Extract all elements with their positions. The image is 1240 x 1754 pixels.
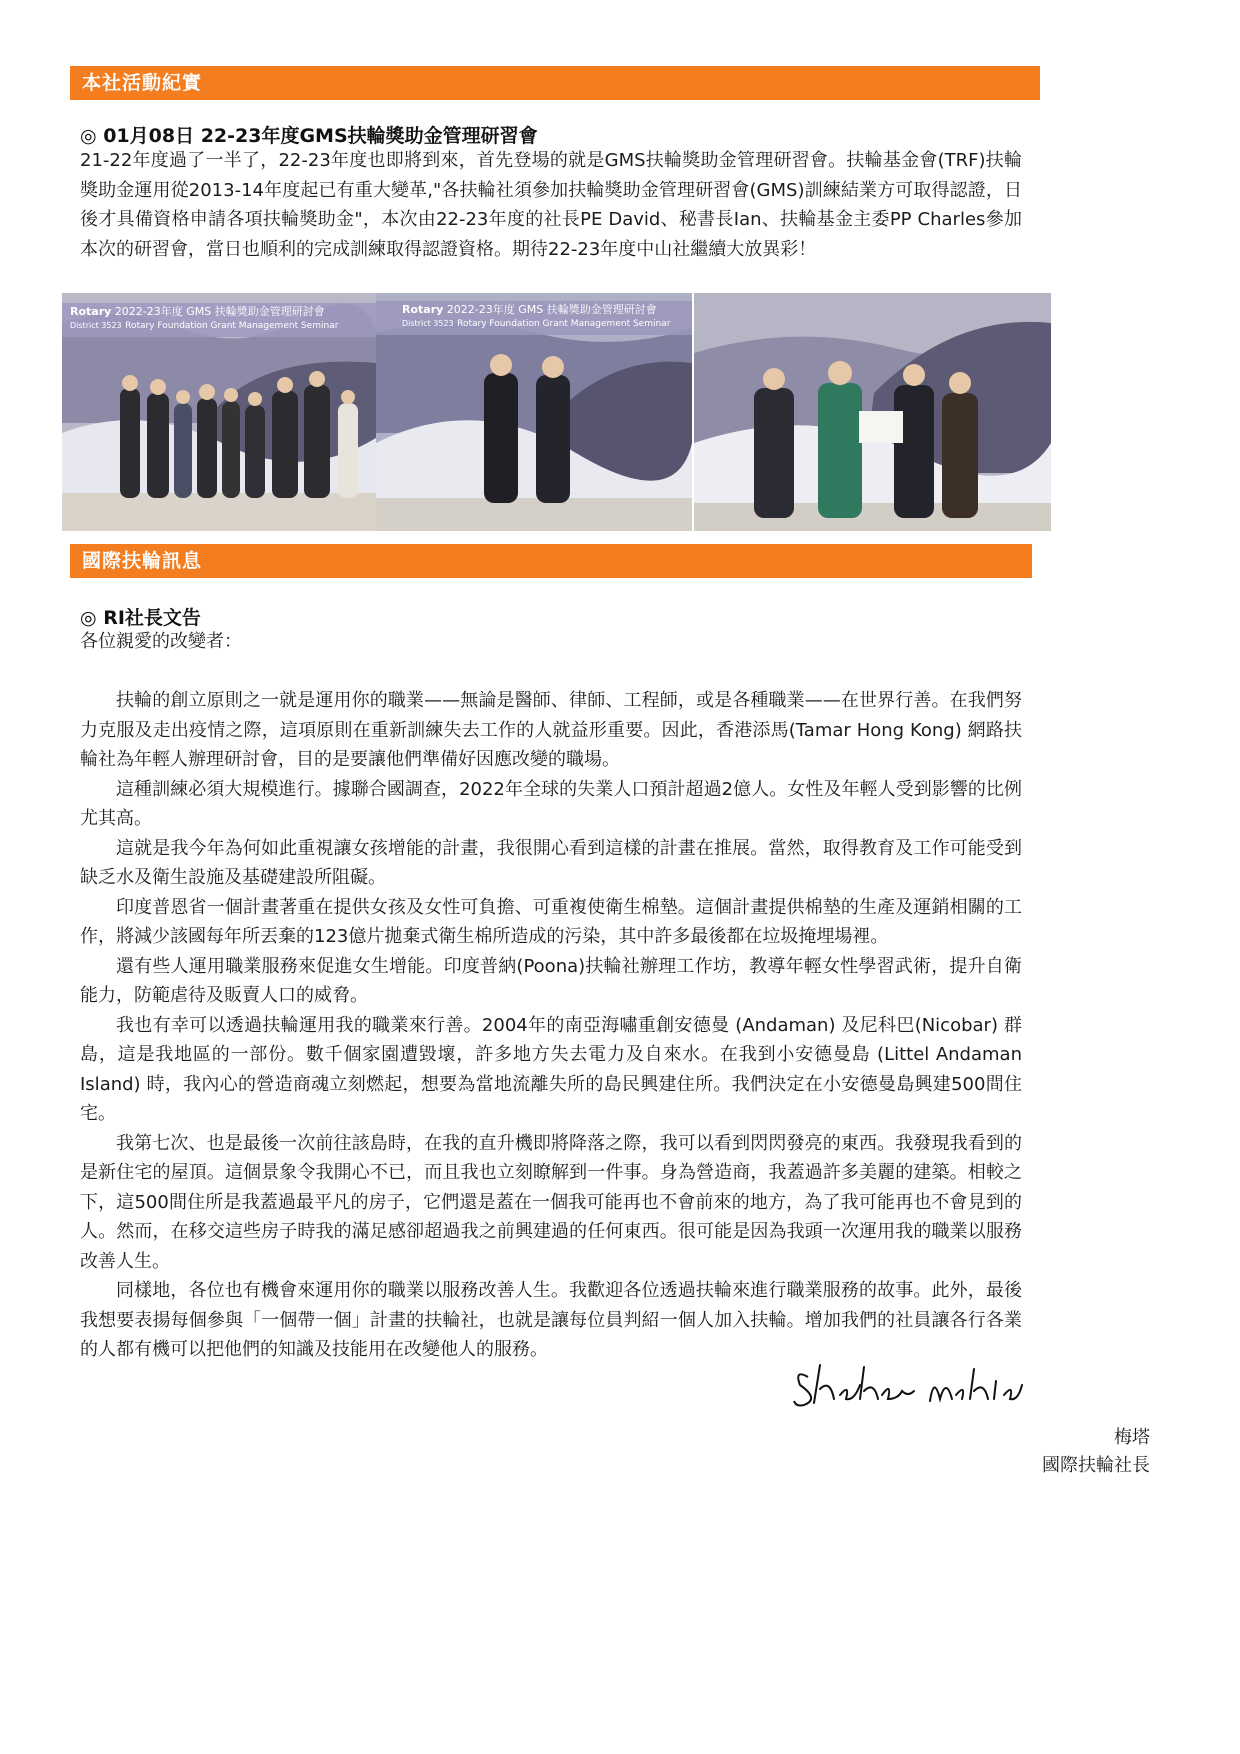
handwritten-signature bbox=[790, 1355, 1030, 1415]
message-paragraph: 印度普恩省一個計畫著重在提供女孩及女性可負擔、可重複使衛生棉墊。這個計畫提供棉墊的生產及運銷相關的工作，將減少該國每年所丟棄的123億片拋棄式衛生棉所造成的污染，其中許多最後都在垃圾掩埋場裡。 bbox=[80, 896, 1022, 947]
ri-message-body bbox=[80, 627, 1022, 1365]
district-text: District 3523 bbox=[402, 319, 454, 328]
spacer bbox=[80, 657, 1022, 687]
section-band-club-activities: 本社活動紀實 bbox=[70, 66, 1040, 100]
rotary-logo-text: Rotary bbox=[70, 305, 112, 318]
photo-certificate bbox=[694, 293, 1051, 531]
signature-image bbox=[790, 1355, 1030, 1415]
message-paragraph: 我第七次、也是最後一次前往該島時，在我的直升機即將降落之際，我可以看到閃閃發亮的東西。我發現我看到的是新住宅的屋頂。這個景象令我開心不已，而且我也立刻瞭解到一件事。身為營造商，我蓋過許多美麗的建築。相較之下，這500間住所是我蓋過最平凡的房子，它們還是蓋在一個我可能再也不會前來的地方，為了我可能再也不會見到的人。然而，在移交這些房子時我的滿足感卻超過我之前興建過的任何東西。很可能是因為我頭一次運用我的職業以服務改善人生。 bbox=[80, 1132, 1022, 1272]
message-paragraph: 這種訓練必須大規模進行。據聯合國調查，2022年全球的失業人口預計超過2億人。女性及年輕人受到影響的比例尤其高。 bbox=[80, 778, 1022, 829]
signer-name: 梅塔 bbox=[1114, 1427, 1150, 1448]
message-paragraph: 扶輪的創立原則之一就是運用你的職業——無論是醫師、律師、工程師，或是各種職業——在世界行善。在我們努力克服及走出疫情之際，這項原則在重新訓練失去工作的人就益形重要。因此，香港添馬(Tamar Hong Kong) 網路扶輪社為年輕人辦理研討會，目的是要讓他們準備好因應改變的職場。 bbox=[80, 690, 1022, 770]
banner-subtitle-text: Rotary Foundation Grant Management Seminar bbox=[125, 321, 339, 331]
message-paragraph: 這就是我今年為何如此重視讓女孩增能的計畫，我很開心看到這樣的計畫在推展。當然，取得教育及工作可能受到缺乏水及衛生設施及基礎建設所阻礙。 bbox=[80, 837, 1022, 888]
message-paragraph: 還有些人運用職業服務來促進女生增能。印度普納(Poona)扶輪社辦理工作坊，教導年輕女性學習武術，提升自衛能力，防範虐待及販賣人口的威脅。 bbox=[80, 955, 1022, 1006]
signer-title: 國際扶輪社長 bbox=[1042, 1455, 1150, 1476]
rotary-logo-text: Rotary bbox=[402, 303, 444, 316]
banner-title-text: 2022-23年度 GMS 扶輪獎助金管理研討會 bbox=[446, 303, 657, 316]
section-heading-gms-seminar: ◎ 01月08日 22-23年度GMS扶輪獎助金管理研習會 bbox=[80, 125, 538, 147]
message-paragraph: 同樣地，各位也有機會來運用你的職業以服務改善人生。我歡迎各位透過扶輪來進行職業服務的故事。此外，最後我想要表揚每個參與「一個帶一個」計畫的扶輪社，也就是讓每位員判紹一個人加入扶輪。增加我們的社員讓各行各業的人都有機可以把他們的知識及技能用在改變他人的服務。 bbox=[80, 1280, 1022, 1360]
greeting: 各位親愛的改變者： bbox=[80, 631, 242, 652]
district-text: District 3523 bbox=[70, 321, 122, 330]
section-band-ri-news: 國際扶輪訊息 bbox=[70, 544, 1032, 578]
seminar-text: 21-22年度過了一半了，22-23年度也即將到來，首先登場的就是GMS扶輪獎助金管理研習會。扶輪基金會(TRF)扶輪獎助金運用從2013-14年度起已有重大變革,"各扶輪社須參加扶輪獎助金管理研習會(GMS)訓練結業方可取得認證，日後才具備資格申請各項扶輪獎助金"，本次由22-23年度的社長PE David、秘書長Ian、扶輪基金主委PP Charles參加本次的研習會，當日也順利的完成訓練取得認證資格。期待22-23年度中山社繼續大放異彩！ bbox=[80, 150, 1022, 260]
photo-banner-2 bbox=[402, 303, 682, 331]
certificate-photo-image bbox=[694, 293, 1051, 531]
message-paragraph: 我也有幸可以透過扶輪運用我的職業來行善。2004年的南亞海嘯重創安德曼 (Andaman) 及尼科巴(Nicobar) 群島，這是我地區的一部份。數千個家園遭毀壞，許多地方失去電力及自來水。在我到小安德曼島 (Littel Andaman Island) 時，我內心的營造商魂立刻燃起，想要為當地流離失所的島民興建住所。我們決定在小安德曼島興建500間住宅。 bbox=[80, 1014, 1022, 1124]
banner-subtitle-text: Rotary Foundation Grant Management Seminar bbox=[457, 319, 671, 329]
banner-title-text: 2022-23年度 GMS 扶輪獎助金管理研討會 bbox=[114, 305, 325, 318]
seminar-paragraph bbox=[80, 146, 1022, 264]
section-heading-ri-message: ◎ RI社長文告 bbox=[80, 607, 201, 629]
photo-banner-1 bbox=[70, 305, 370, 333]
